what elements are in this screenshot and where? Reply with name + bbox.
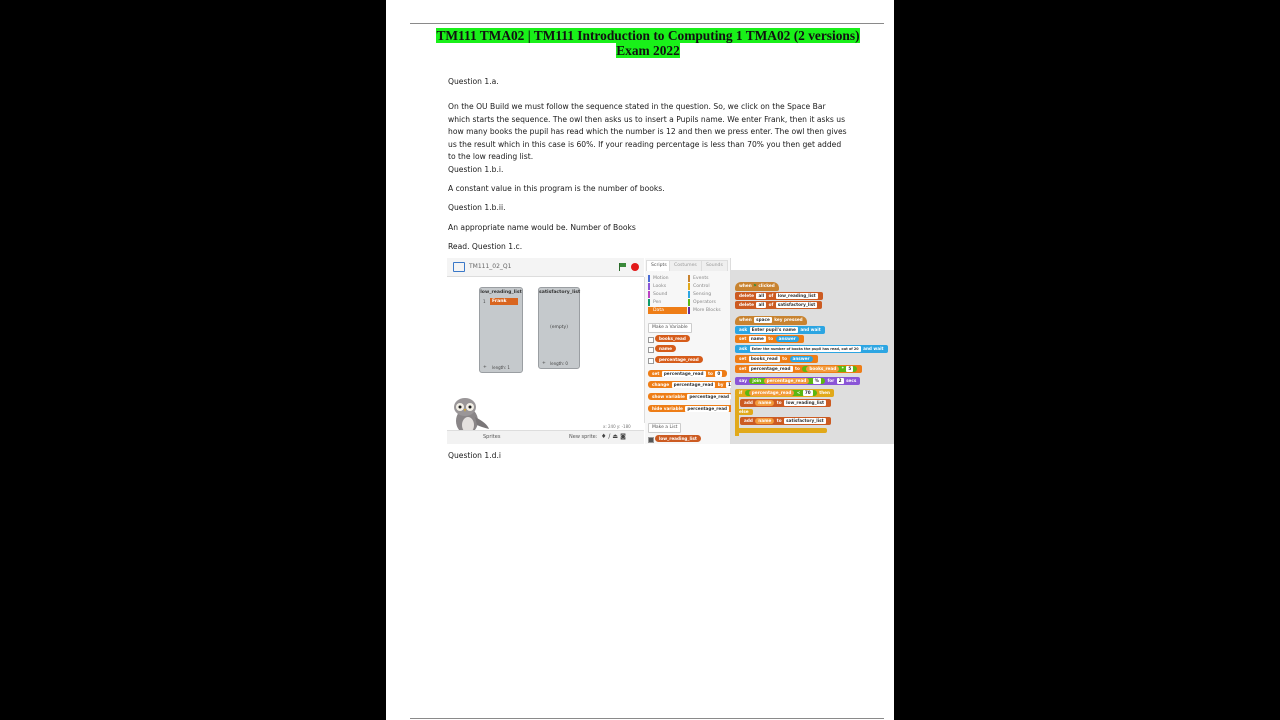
list-empty: (empty) <box>550 324 568 330</box>
list-title: low_reading_list <box>480 290 522 295</box>
make-variable-button: Make a Variable <box>648 323 692 333</box>
sprites-label: Sprites <box>483 434 501 440</box>
ask-block: ask Enter pupil's name and wait <box>735 326 825 334</box>
change-variable-block: change percentage_read by 1 <box>648 381 738 388</box>
scratch-screenshot <box>447 258 894 444</box>
category-more-blocks: More Blocks <box>688 307 721 314</box>
category-looks: Looks <box>648 283 666 290</box>
say-block: say join percentage_read % for 2 secs <box>735 377 860 385</box>
list-item: Frank <box>490 298 518 305</box>
set-variable-block: set books_read to answer <box>735 355 818 363</box>
delete-list-block: delete all of low_reading_list <box>735 292 823 300</box>
variable-reporter: books_read <box>655 335 690 342</box>
new-sprite-label: New sprite: <box>569 434 598 440</box>
project-title: TM111_02_Q1 <box>469 263 512 270</box>
add-to-list-block: add name to low_reading_list <box>740 399 831 407</box>
category-operators: Operators <box>688 299 716 306</box>
variable-reporter: name <box>655 345 676 352</box>
list-title: satisfactory_list <box>539 290 581 295</box>
q1bii-answer: An appropriate name would be. Number of Books <box>448 223 636 232</box>
scripts-area <box>731 270 894 444</box>
stop-icon <box>631 263 639 271</box>
add-item-icon: + <box>483 365 487 370</box>
tab-scripts: Scripts <box>646 260 672 271</box>
category-sound: Sound <box>648 291 667 298</box>
q1a-answer: On the OU Build we must follow the sequence stated in the question. So, we click on the Space Bar which starts the sequence. The owl then asks us to insert a Pupils name. We enter Frank, then it asks us how many books the pupil has read which the number is 12 and then we press enter. The owl then gives us the result which in this case is 60%. If your reading percentage is less than 70% you then get added to the low reading list. <box>448 102 847 162</box>
list-monitor-low-reading <box>479 287 523 373</box>
green-flag-icon <box>619 263 620 271</box>
category-control: Control <box>688 283 710 290</box>
add-item-icon: + <box>542 361 546 366</box>
set-variable-block: set name to answer <box>735 335 804 343</box>
variable-checkbox <box>648 358 654 364</box>
upload-icon: ⏏ <box>612 433 621 440</box>
editor-tabs <box>645 260 730 270</box>
list-checkbox <box>648 437 654 443</box>
new-sprite-icons <box>601 433 628 440</box>
green-flag-icon: ⚑ <box>753 283 757 288</box>
list-monitor-satisfactory <box>538 287 580 369</box>
tab-costumes: Costumes <box>669 260 702 271</box>
add-to-list-block: add name to satisfactory_list <box>740 417 831 425</box>
sprite-library-icon: ♦ <box>601 433 609 440</box>
footer-rule <box>410 718 884 719</box>
category-events: Events <box>688 275 709 282</box>
when-key-pressed-block: when space key pressed <box>735 316 807 325</box>
document-page <box>386 0 894 720</box>
variable-checkbox <box>648 347 654 353</box>
q1di-heading: Question 1.d.i <box>448 451 501 460</box>
if-else-block: if percentage_read < 70 then <box>735 389 834 397</box>
stage <box>447 277 645 423</box>
stage-header <box>447 258 644 277</box>
q1bii-heading: Question 1.b.ii. <box>448 203 506 212</box>
category-sensing: Sensing <box>688 291 711 298</box>
list-length: length: 1 <box>492 365 510 370</box>
when-flag-clicked-block: when ⚑ clicked <box>735 282 779 291</box>
title-line-2: Exam 2022 <box>616 43 680 58</box>
category-pen: Pen <box>648 299 661 306</box>
tab-sounds: Sounds <box>701 260 728 271</box>
make-list-button: Make a List <box>648 423 681 433</box>
show-variable-block: show variable percentage_read <box>648 393 736 400</box>
q1a-heading: Question 1.a. <box>448 77 499 86</box>
category-data: Data <box>648 307 687 314</box>
q1c-heading: Read. Question 1.c. <box>448 242 523 251</box>
ask-block: ask Enter the number of books the pupil has read, out of 20 and wait <box>735 345 888 353</box>
list-reporter: low_reading_list <box>655 435 701 442</box>
variable-checkbox <box>648 337 654 343</box>
q1bi-answer: A constant value in this program is the number of books. <box>448 184 665 193</box>
set-variable-block: set percentage_read to books_read * 5 <box>735 365 862 373</box>
presentation-mode-icon <box>453 262 465 272</box>
variable-reporter: percentage_read <box>655 356 703 363</box>
q1bi-heading: Question 1.b.i. <box>448 165 504 174</box>
list-index: 1 <box>483 299 486 304</box>
block-palette <box>645 258 731 444</box>
camera-icon: ◙ <box>620 433 628 440</box>
delete-list-block: delete all of satisfactory_list <box>735 301 822 309</box>
hide-variable-block: hide variable percentage_read <box>648 405 734 412</box>
paint-icon: / <box>608 433 613 440</box>
title-line-1: TM111 TMA02 | TM111 Introduction to Computing 1 TMA02 (2 versions) <box>436 28 860 43</box>
category-motion: Motion <box>648 275 669 282</box>
set-variable-block: set percentage_read to 0 <box>648 370 727 377</box>
if-else-bottom <box>735 428 827 433</box>
stage-coordinates: x: 240 y: -180 <box>603 424 631 429</box>
list-length: length: 0 <box>550 361 568 366</box>
else-label: else <box>735 409 753 415</box>
sprites-bar <box>447 430 644 444</box>
